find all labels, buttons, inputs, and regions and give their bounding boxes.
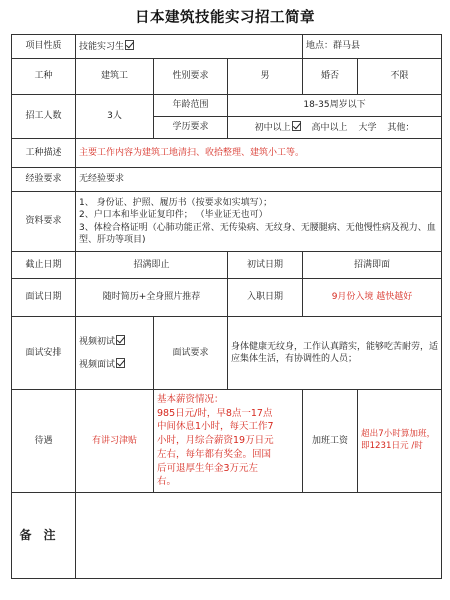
checkbox-checked-icon[interactable]: [116, 358, 125, 368]
salary-line: 基本薪资情况：: [157, 393, 224, 405]
note-content[interactable]: [76, 493, 442, 579]
arrange-option-1: [79, 335, 150, 348]
row-description: [12, 139, 442, 168]
docs-cell: [76, 192, 442, 252]
row-documents: [12, 192, 442, 252]
desc-label: 工种描述: [12, 139, 76, 168]
salary-line: 右。: [157, 476, 177, 488]
marital-value: 不限: [358, 59, 442, 95]
marital-label: 婚否: [303, 59, 358, 95]
note-label: 备注: [12, 493, 76, 579]
req-text: 身体健康无纹身，工作认真踏实，能够吃苦耐劳，适应集体生活，有协调性的人员；: [228, 317, 442, 390]
desc-text: 主要工作内容为建筑工地清扫、收拾整理、建筑小工等。: [76, 139, 442, 168]
count-value: 3人: [76, 95, 154, 139]
salary-line: 985日元/时，早8点一17点: [157, 407, 273, 419]
salary-line: 中间休息1小时，每天工作7: [157, 421, 274, 433]
row-experience: [12, 168, 442, 192]
edu-option-college: 大学: [358, 122, 377, 133]
overtime-label: 加班工资: [303, 390, 358, 493]
docs-label: 资料要求: [12, 192, 76, 252]
project-value: 技能实习生: [79, 41, 125, 52]
row-interview-date: [12, 279, 442, 317]
arrange-option-2-label: 视频面试: [79, 360, 116, 370]
arrange-label: 面试安排: [12, 317, 76, 390]
req-label: 面试要求: [154, 317, 228, 390]
row-note: [12, 493, 442, 579]
interview-date-label: 面试日期: [12, 279, 76, 317]
edu-options: [228, 117, 442, 139]
salary-cell: [154, 390, 303, 493]
row-pay: [12, 390, 442, 493]
job-value: 建筑工: [76, 59, 154, 95]
age-value: 18-35周岁以下: [228, 95, 442, 117]
exp-text: 无经验要求: [76, 168, 442, 192]
page-title: 日本建筑技能实习招工简章: [135, 10, 315, 26]
deadline-label: 截止日期: [12, 252, 76, 279]
salary-line: 左右，每年都有奖金。回国: [157, 448, 272, 460]
row-count: [12, 95, 442, 117]
edu-label: 学历要求: [154, 117, 228, 139]
subsidy: 有讲习津贴: [76, 390, 154, 493]
exp-label: 经验要求: [12, 168, 76, 192]
row-arrangement: [12, 317, 442, 390]
project-label: 项目性质: [12, 35, 76, 59]
salary-line: 后可退厚生年金3万元左: [157, 462, 259, 474]
gender-label: 性别要求: [154, 59, 228, 95]
row-job: [12, 59, 442, 95]
edu-option-senior: 高中以上: [311, 122, 348, 133]
location: 地点：群马县: [303, 35, 442, 59]
first-test-value: 招满即面: [303, 252, 442, 279]
docs-line-3: 3、体检合格证明（心肺功能正常、无传染病、无纹身、无腰腿病、无他慢性病及视力、血型、肝功等项目): [79, 222, 436, 245]
count-label: 招工人数: [12, 95, 76, 139]
job-label: 工种: [12, 59, 76, 95]
arrange-options: [76, 317, 154, 390]
age-label: 年龄范围: [154, 95, 228, 117]
docs-line-2: 2、户口本和毕业证复印件； （毕业证无也可）: [79, 210, 268, 221]
row-project: [12, 35, 442, 59]
edu-option-other: 其他：: [387, 122, 415, 133]
edu-option-junior: 初中以上: [254, 122, 291, 133]
arrange-option-1-label: 视频初试: [79, 336, 116, 347]
project-value-cell: [76, 35, 303, 59]
interview-date-value: 随时简历+全身照片推荐: [76, 279, 228, 317]
first-test-label: 初试日期: [228, 252, 303, 279]
checkbox-checked-icon[interactable]: [292, 121, 301, 131]
docs-line-1: 1、 身份证、护照、履历书（按要求如实填写）；: [79, 198, 273, 209]
row-deadline: [12, 252, 442, 279]
arrange-option-2: [79, 358, 150, 371]
deadline-value: 招满即止: [76, 252, 228, 279]
gender-value: 男: [228, 59, 303, 95]
checkbox-checked-icon[interactable]: [116, 335, 125, 345]
overtime-value: 超出7小时算加班，即1231日元 /时: [358, 390, 442, 493]
checkbox-checked-icon[interactable]: [125, 40, 134, 50]
salary-line: 小时，月综合薪资19万日元: [157, 435, 274, 447]
pay-label: 待遇: [12, 390, 76, 493]
entry-date-label: 入职日期: [228, 279, 303, 317]
entry-date-value: 9月份入境 越快越好: [303, 279, 442, 317]
recruitment-table: [11, 34, 442, 579]
